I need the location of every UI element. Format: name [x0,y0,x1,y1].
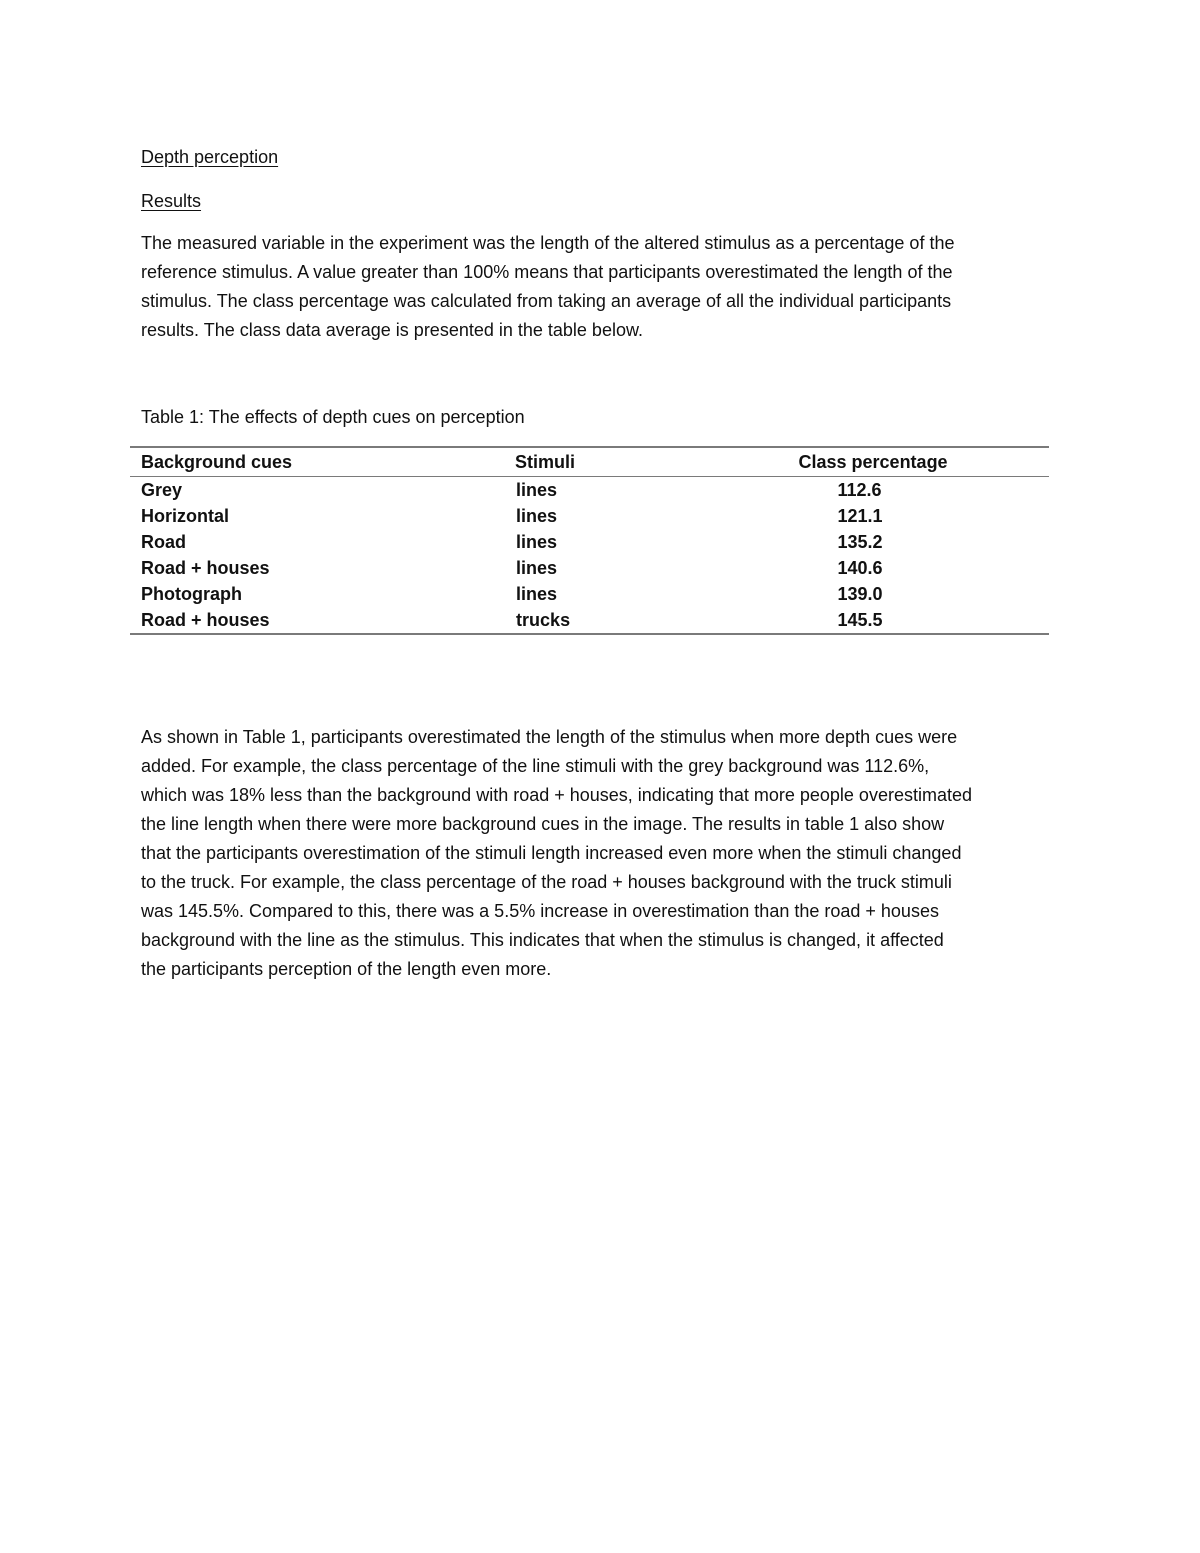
header-background-cues: Background cues [141,452,293,472]
header-class-percentage: Class percentage [798,452,948,472]
table-header-row [130,447,1049,477]
cell-stimuli: lines [516,584,558,604]
table-row [130,607,1049,634]
cell-percentage: 139.0 [837,584,883,604]
document-title: Depth perception [141,147,279,167]
discussion-line: that the participants overestimation of the stimuli length increased even more when the stimuli changed [141,843,962,863]
table-row [130,503,1049,529]
discussion-line: which was 18% less than the background with road + houses, indicating that more people overestimated [141,785,972,805]
discussion-paragraph [141,723,1061,984]
intro-paragraph [141,229,1061,345]
discussion-line: the line length when there were more background cues in the image. The results in table 1 also show [141,814,945,834]
table-row [130,477,1049,504]
discussion-line: was 145.5%. Compared to this, there was a 5.5% increase in overestimation than the road + houses [141,901,939,921]
cell-stimuli: trucks [516,610,571,630]
cell-stimuli: lines [516,480,558,500]
cell-background: Grey [141,480,183,500]
cell-background: Horizontal [141,506,229,526]
cell-percentage: 112.6 [837,480,882,500]
table-row [130,555,1049,581]
cell-background: Photograph [141,584,242,604]
cell-percentage: 145.5 [837,610,883,630]
discussion-line: background with the line as the stimulus. This indicates that when the stimulus is changed, it affected [141,930,944,950]
cell-percentage: 121.1 [837,506,883,526]
cell-stimuli: lines [516,558,558,578]
discussion-line: added. For example, the class percentage of the line stimuli with the grey background was 112.6%, [141,756,930,776]
intro-line: The measured variable in the experiment was the length of the altered stimulus as a percentage of the [141,233,955,253]
table-row [130,529,1049,555]
discussion-line: to the truck. For example, the class percentage of the road + houses background with the truck stimuli [141,872,952,892]
table-row [130,581,1049,607]
intro-line: reference stimulus. A value greater than 100% means that participants overestimated the length of the [141,262,953,282]
cell-stimuli: lines [516,532,558,552]
cell-background: Road + houses [141,610,270,630]
header-stimuli: Stimuli [515,452,576,472]
cell-percentage: 140.6 [837,558,883,578]
results-table [130,446,1049,635]
section-heading-results: Results [141,191,202,211]
cell-background: Road + houses [141,558,270,578]
discussion-line: As shown in Table 1, participants overestimated the length of the stimulus when more depth cues were [141,727,958,747]
cell-background: Road [141,532,186,552]
cell-percentage: 135.2 [837,532,883,552]
discussion-line: the participants perception of the length even more. [141,959,552,979]
table-caption: Table 1: The effects of depth cues on perception [141,407,525,427]
intro-line: stimulus. The class percentage was calculated from taking an average of all the individual participants [141,291,952,311]
intro-line: results. The class data average is presented in the table below. [141,320,643,340]
cell-stimuli: lines [516,506,558,526]
